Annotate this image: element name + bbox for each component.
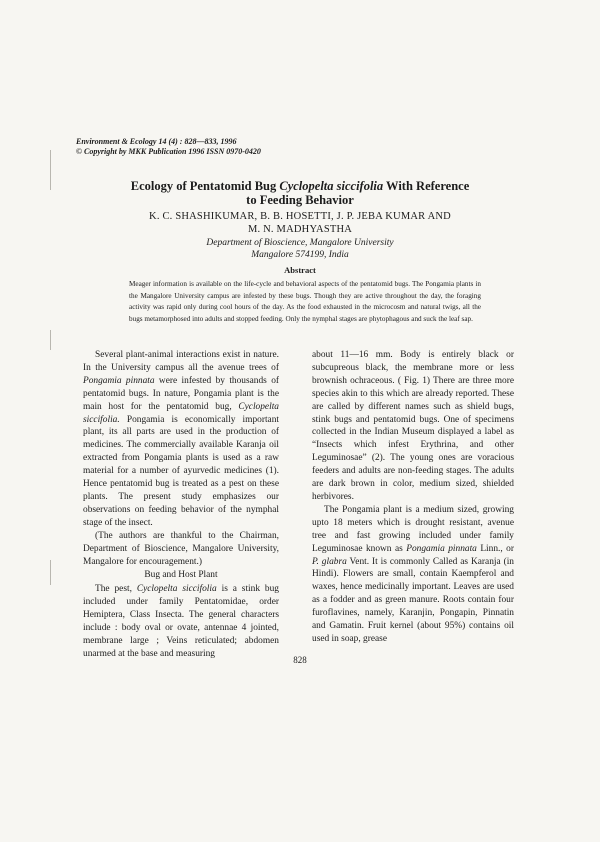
journal-citation xyxy=(76,137,261,157)
authors-line: M. N. MADHYASTHA xyxy=(247,224,353,235)
text-run: Vent. It is commonly Called as Karanja (in Hindi). Flowers are small, contain Kaempferol and waxes, hence medicinally important. Leaves are used as a fodder and as green manure. Roots contain four furoflavines, namely, Karanjin, Pongapin, Pinnatin and Gamatin. Fruit kernel (about 95%) contains oil used in soap, grease xyxy=(312,556,514,644)
copyright-line: © Copyright by MKK Publication 1996 ISSN 0970-0420 xyxy=(76,147,261,156)
article-title xyxy=(80,179,520,207)
text-run: Several plant-animal interactions exist in nature. In the University campus all the avenue trees of xyxy=(83,350,279,373)
text-run: were infested by thousands of pentatomid bugs. In nature, Pongamia plant is the main host for the pentatomid bug, xyxy=(83,375,280,412)
affiliation-line: Mangalore 574199, India xyxy=(251,250,349,260)
title-part: Ecology of Pentatomid Bug xyxy=(130,179,280,193)
title-part: With Reference xyxy=(383,179,470,193)
paragraph xyxy=(83,349,279,530)
species-name: Cyclopelta siccifolia xyxy=(136,584,217,595)
scan-mark xyxy=(50,560,51,585)
authors-line: K. C. SHASHIKUMAR, B. B. HOSETTI, J. P. JEBA KUMAR AND xyxy=(149,211,451,222)
species-name: Pongamia pinnata xyxy=(406,543,477,554)
abstract-text: Meager information is available on the life-cycle and behavioral aspects of the pentatomid bugs. The Pongamia plants in the Mangalore University campus are infested by these bugs. Though they are active throughout the day, the foraging activity was rapid only during cool hours of the day. As the food exhausted in the microcosm and natural twigs, all the bugs metamorphosed into adults and stopped feeding. Only the nymphal stages are phytophagous and suck the leaf sap. xyxy=(129,280,481,323)
paragraph xyxy=(83,583,279,660)
title-line-2: to Feeding Behavior xyxy=(246,193,354,207)
species-name: Cyclopelta siccifolia. xyxy=(83,401,279,425)
affiliation xyxy=(80,237,520,261)
scan-mark xyxy=(50,330,51,350)
paragraph: about 11—16 mm. Body is entirely black or subcupreous black, the membrane more or less brownish ochraceous. ( Fig. 1) There are three more species akin to this which are already reported. These are called by different names such as shield bugs, stink bugs and pentatomid bugs. One of specimens collected in the Indian Museum displayed a label as “Insects which infest Erythrina, and other Leguminosae” (2). The young ones are voracious feeders and adults are non-feeding stages. The adults are dark brown in color, medium sized, shielded herbivores. xyxy=(312,350,514,502)
text-run: The Pongamia plant is a medium sized, growing upto 18 meters which is drought resistant, avenue tree and fast growing included under family Leguminosae known as xyxy=(312,504,514,554)
text-run: Pongamia is economically important plant, its all parts are used in the production of medicines. The commercially available Karanja oil extracted from Pongamia plants is used as a raw material for a number of ayurvedic medicines (1). Hence pentatomid bug is treated as a pest on these plants. The present study emphasizes our observations on feeding behavior of the nymphal stage of the insect. xyxy=(83,414,279,528)
journal-line: Environment & Ecology 14 (4) : 828—833, 1996 xyxy=(76,137,237,146)
text-run: is a stink bug included under family Pentatomidae, order Hemiptera, Class Insecta. The general characters include : body oval or ovate, antennae 4 jointed, membrane large ; Veins reticulated; abdomen unarmed at the base and measuring xyxy=(83,584,279,659)
left-column xyxy=(83,349,279,661)
paragraph xyxy=(312,504,514,646)
abstract-heading: Abstract xyxy=(284,265,316,275)
right-column xyxy=(312,349,514,646)
species-name: P. glabra xyxy=(312,556,347,567)
page-number: 828 xyxy=(293,655,307,665)
affiliation-line: Department of Bioscience, Mangalore University xyxy=(206,238,394,248)
section-heading: Bug and Host Plant xyxy=(144,570,218,581)
text-run: The pest, xyxy=(95,584,137,595)
authors xyxy=(80,210,520,236)
scan-mark xyxy=(50,150,51,190)
species-name: Pongamia pinnata xyxy=(83,375,155,386)
acknowledgement: (The authors are thankful to the Chairman, Department of Bioscience, Mangalore University, Mangalore for encouragement.) xyxy=(83,530,279,567)
text-run: Linn., or xyxy=(476,543,514,554)
title-species: Cyclopelta siccifolia xyxy=(279,179,384,193)
